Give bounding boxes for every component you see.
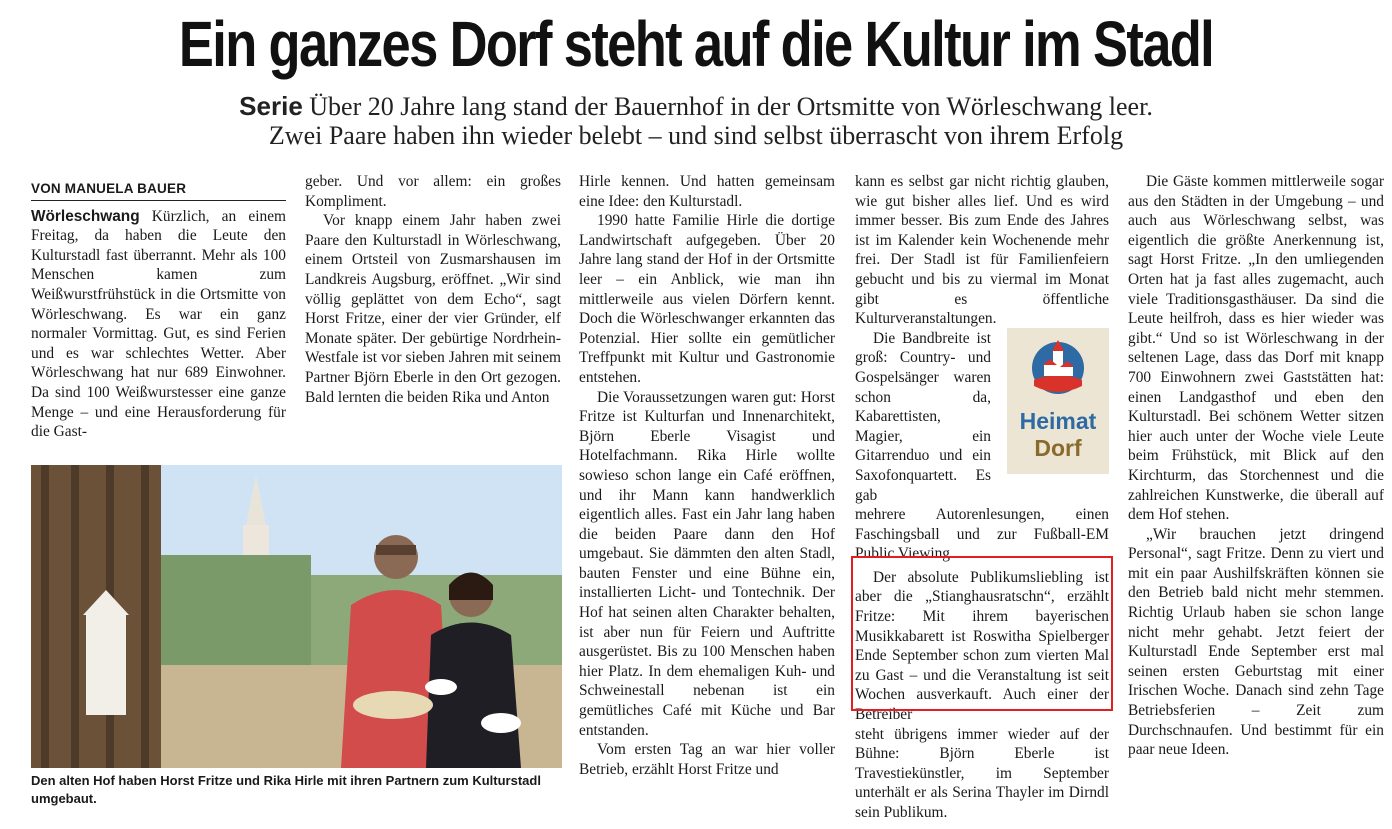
paragraph: Vom ersten Tag an war hier voller Betrieb, erzählt Horst Fritze und xyxy=(579,741,835,778)
paragraph: geber. Und vor allem: ein großes Kompliment. xyxy=(305,173,561,210)
paragraph: kann es selbst gar nicht richtig glauben, wie gut bisher alles lief. Und es wird immer besser. Bis zum Ende des Jahres ist im Kalender kein Wochenende mehr frei. Der Stadl ist für Familienfeiern gebucht und bis zu viermal im Monat gibt es öffentliche Kulturveranstaltungen. xyxy=(855,173,1109,328)
logo-word-heimat: Heimat xyxy=(1019,408,1097,434)
paragraph: Wörleschwang Kürzlich, an einem Freitag, da haben die Leute den Kulturstadl fast überrannt. Mehr als 100 Menschen kamen zum Weißwurstfrühstück in die Ortsmitte von Wörleschwang. Es war ein ganz normaler Vormittag. Gut, es sind Ferien und es war schlechtes Wetter. Aber Wörleschwang hat nur 689 Einwohner. Da sind 100 Weißwurstesser eine ganze Menge – und eine Herausforderung für die Gast- xyxy=(31,207,286,441)
column-4 xyxy=(855,172,1109,823)
paragraph: steht übrigens immer wieder auf der Bühne: Björn Eberle ist Travestiekünstler, im September unterhält er als Serina Thayler im Dirndl sein Publikum. xyxy=(855,725,1109,821)
paragraph: Die Voraussetzungen waren gut: Horst Fritze ist Kulturfan und Innenarchitekt, Björn Eberle Visagist und Hotelfachmann. Rika Hirle wollte sowieso schon lange ein Café eröffnen, und ihr Mann kann handwerklich eigentlich alles. Fast ein Jahr lang haben die beiden Paare dann den Hof umgebaut. Sie dämmten den alten Stadl, bauten Fenster und eine Bühne ein, installierten Licht- und Tontechnik. Der Hof hat seinen alten Charakter behalten, ist aber nun für Feiern und Auftritte ausgerüstet. Bis zu 100 Menschen haben hier Platz. In dem ehemaligen Kuh- und Schweinestall nebenan ist ein gemütliches Café mit Küche und Bar entstanden. xyxy=(579,388,835,739)
subhead-line-2: Zwei Paare haben ihn wieder belebt – und sind selbst überrascht von ihrem Erfolg xyxy=(268,121,1124,150)
photo-illustration xyxy=(31,465,562,768)
subhead-line-1: Über 20 Jahre lang stand der Bauernhof in der Ortsmitte von Wörleschwang leer. xyxy=(302,92,1153,121)
dateline: Wörleschwang xyxy=(31,207,140,225)
subhead xyxy=(0,92,1392,150)
paragraph: „Wir brauchen jetzt dringend Personal“, sagt Fritze. Denn zu viert und mit ein paar Aushilfskräften können sie den Betrieb bald nicht mehr stemmen. Richtig Urlaub haben sie schon lange nicht mehr gehabt. Jetzt feiert der Kulturstadl Ende September erst mal seinen ersten Geburtstag mit einer Irischen Woche. Danach sind zehn Tage Betriebsferien – Zeit zum Durchschnaufen. Und bestimmt für ein paar neue Ideen. xyxy=(1128,525,1384,759)
heimat-dorf-logo xyxy=(1007,328,1109,474)
column-1 xyxy=(31,172,286,442)
highlight-box xyxy=(851,556,1113,711)
byline: VON MANUELA BAUER xyxy=(31,179,286,201)
paragraph: mehrere Autorenlesungen, einen Faschingsball und zur Fußball-EM Public Viewing. xyxy=(855,506,1109,563)
headline: Ein ganzes Dorf steht auf die Kultur im Stadl xyxy=(178,8,1214,80)
column-2 xyxy=(305,172,561,407)
paragraph: Die Bandbreite ist groß: Country- und Gospelsänger waren schon da, Kabarettisten, Magier, ein Gitarrenduo und ein Saxofonquartett. Es gab xyxy=(855,329,991,504)
series-kicker: Serie xyxy=(239,91,303,121)
highlighted-paragraph: Der absolute Publikumsliebling ist aber die „Stianghausratschn“, erzählt Fritze: Mit ihrem bayerischen Musikkabarett ist Roswitha Spielberger Ende September schon zum vierten Mal zu Gast – und die Veranstaltung ist seit Wochen ausverkauft. Auch einer der Betreiber xyxy=(855,568,1109,724)
photo-caption: Den alten Hof haben Horst Fritze und Rika Hirle mit ihren Partnern zum Kulturstadl umgebaut. xyxy=(31,773,541,806)
paragraph: Die Gäste kommen mittlerweile sogar aus den Städten in der Umgebung – und auch aus Wörleschwang selbst, was eigentlich die größte Anerkennung ist, sagt Horst Fritze. „In den umliegenden Orten hat ja fast alles zugemacht, auch viele Traditionsgasthäuser. Da sind die Leute heilfroh, dass es hier wieder was gibt.“ Und so ist Wörleschwang in der seltenen Lage, dass das Dorf mit knapp 700 Einwohnern zwei Gaststätten hat: einen Landgasthof und eben den Kulturstadl. Bei schönem Wetter sitzen hier auch unter der Woche viele Leute beim Frühstück, mit Blick auf den Kirchturm, das Storchennest und die zahlreichen Kunstwerke, die überall auf dem Hof stehen. xyxy=(1128,173,1384,524)
paragraph: 1990 hatte Familie Hirle die dortige Landwirtschaft aufgegeben. Über 20 Jahre lang stand der Hof in der Ortsmitte leer – ein Anblick, wie man ihn mittlerweile aus vielen Dörfern kennt. Doch die Wörleschwanger erkannten das Potenzial. Hier sollte ein gemütlicher Treffpunkt mit Kultur und Gastronomie entstehen. xyxy=(579,212,835,386)
logo-word-dorf: Dorf xyxy=(1034,435,1082,461)
column-5 xyxy=(1128,172,1384,760)
photo xyxy=(31,465,562,768)
column-3 xyxy=(579,172,835,779)
village-church-icon xyxy=(1028,336,1088,396)
paragraph: Hirle kennen. Und hatten gemeinsam eine Idee: den Kulturstadl. xyxy=(579,173,835,210)
paragraph: Vor knapp einem Jahr haben zwei Paare den Kulturstadl in Wörleschwang, einem Ortsteil von Zusmarshausen im Landkreis Augsburg, eröffnet. „Wir sind völlig geplättet von dem Echo“, sagt Horst Fritze, einer der vier Gründer, elf Monate später. Der gebürtige Nordrhein-Westfale ist vor sieben Jahren mit seinem Partner Björn Eberle in den Ort gezogen. Bald lernten die beiden Rika und Anton xyxy=(305,212,561,406)
